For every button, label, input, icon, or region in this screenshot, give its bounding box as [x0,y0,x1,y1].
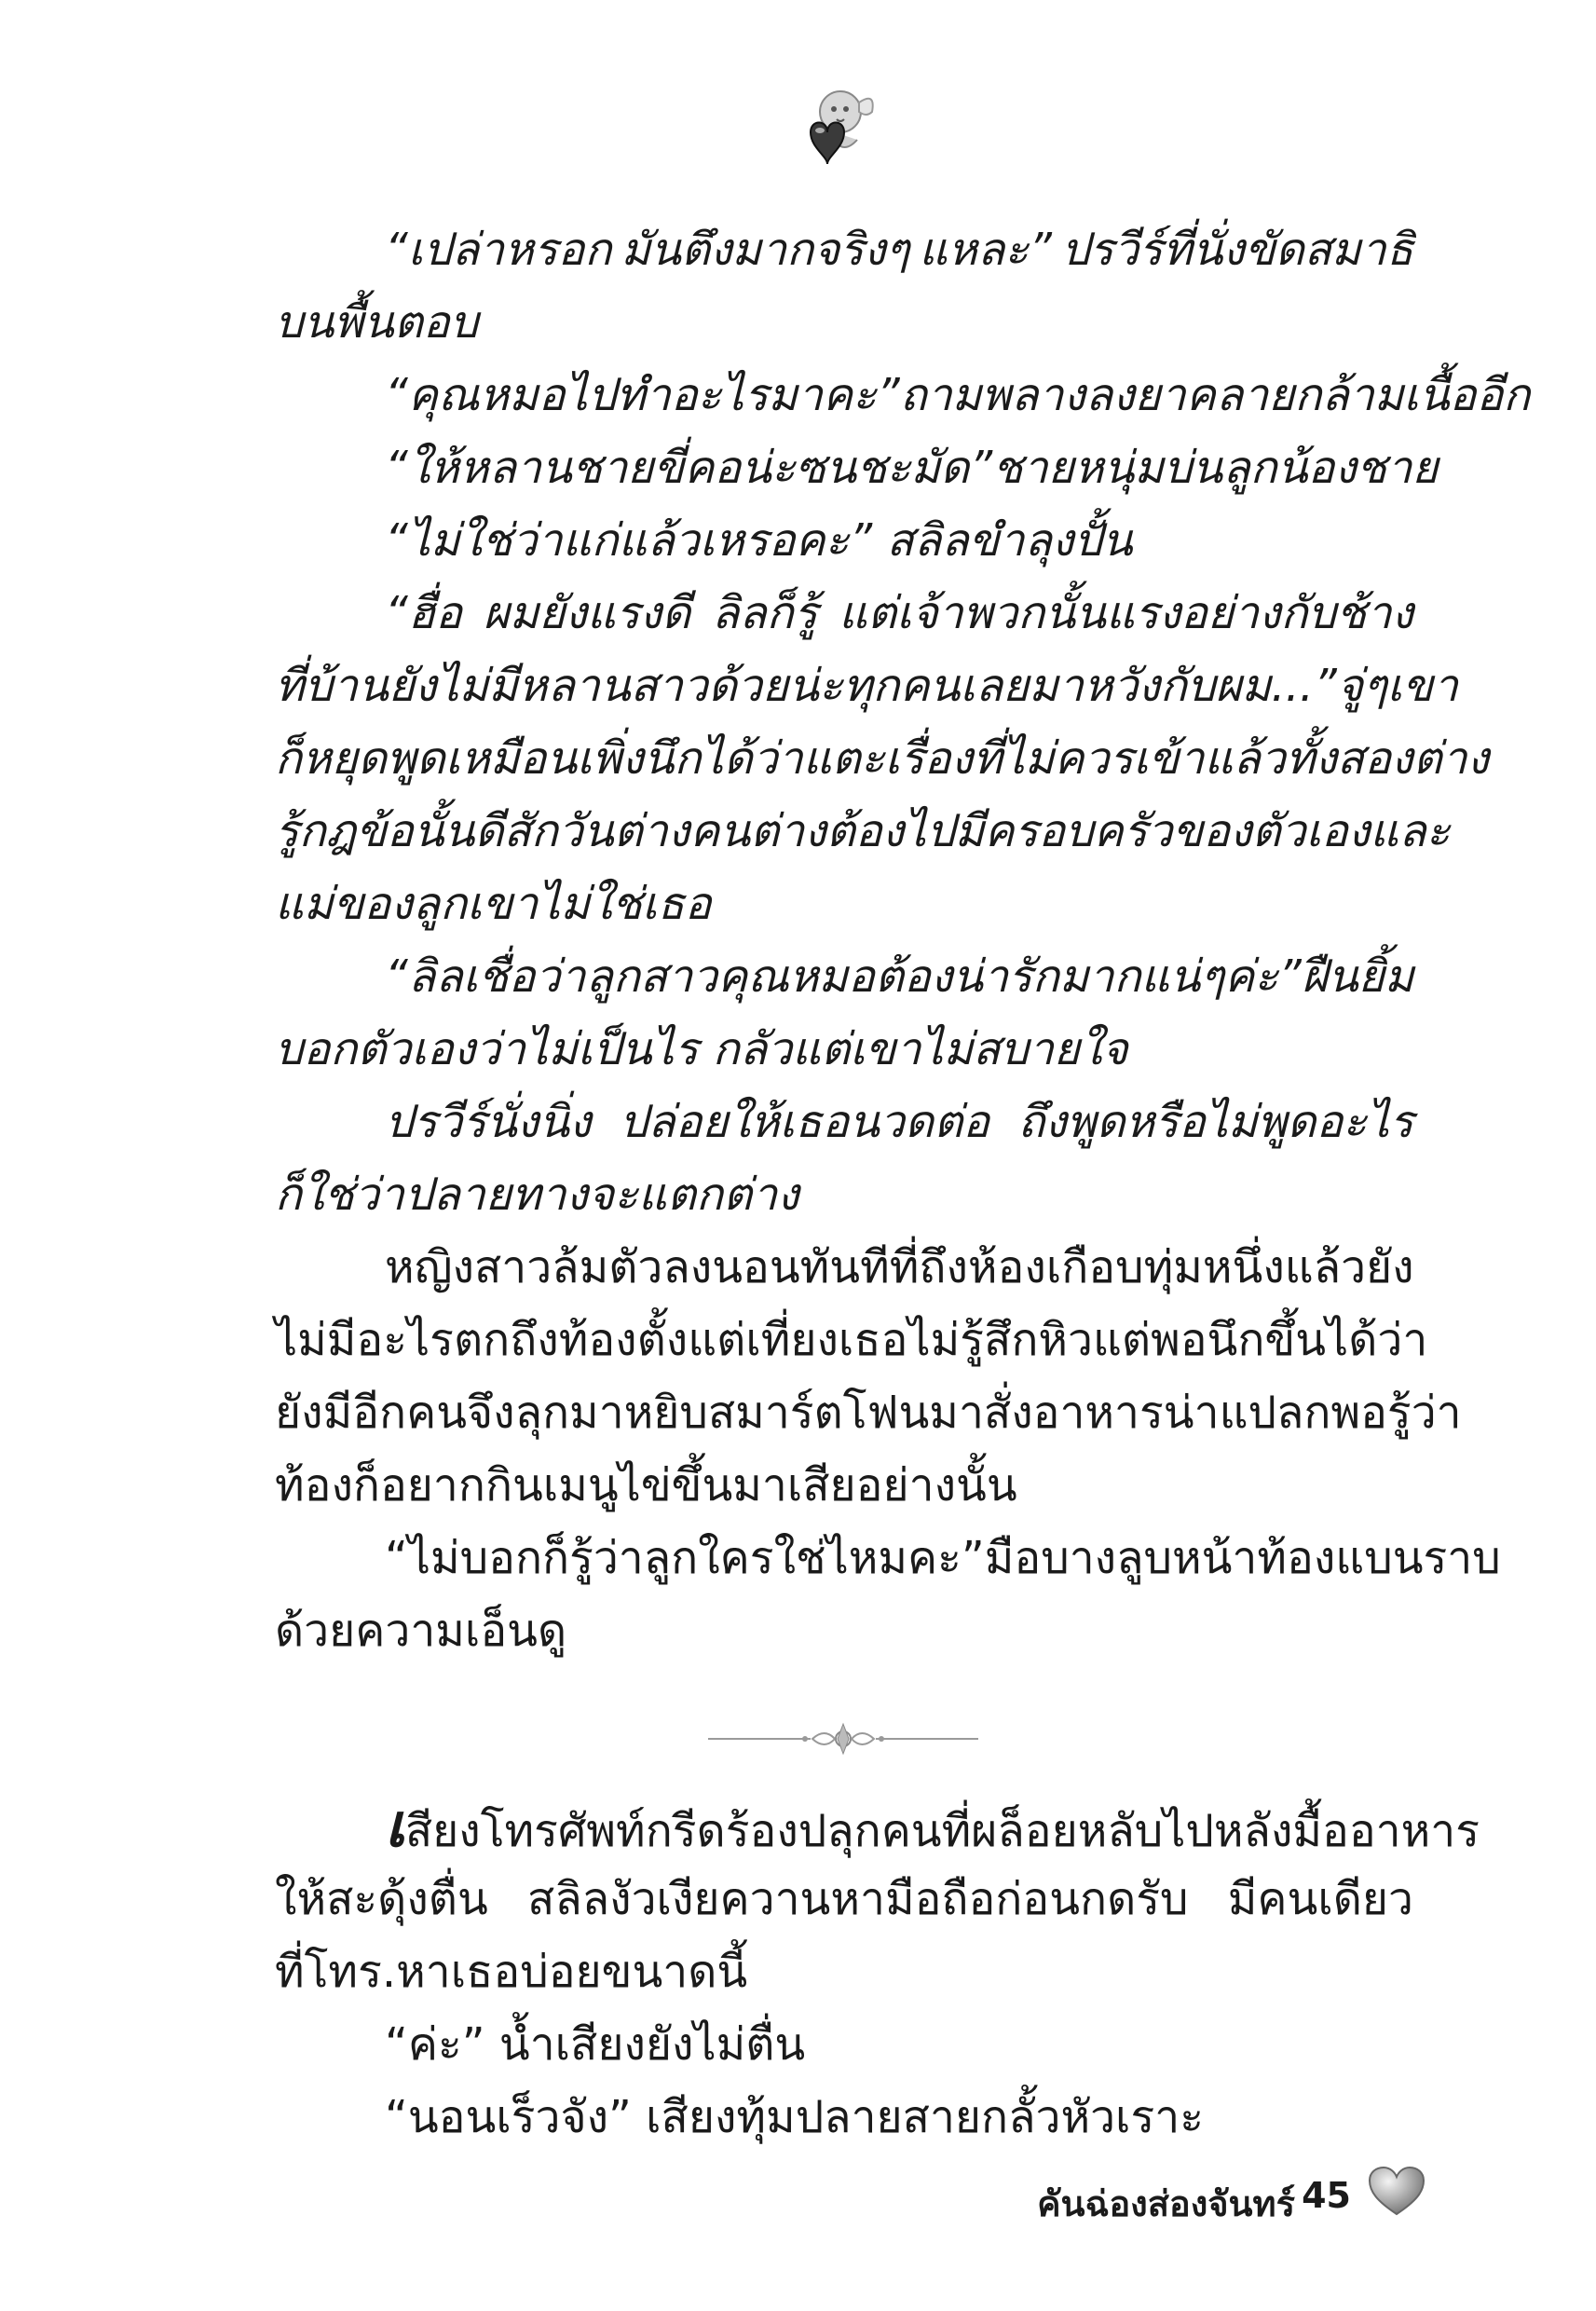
text-line: ให้สะดุ้งตื่น สลิลงัวเงียควานหามือถือก่อนกดรับ มีคนเดียว [275,1873,1413,1925]
text-line: รู้กฎข้อนั้นดี สักวันต่างคนต่างต้องไปมีครอบครัวของตัวเอง และ [275,805,1451,857]
text-line: บอกตัวเองว่าไม่เป็นไร กลัวแต่เขาไม่สบายใจ [275,1023,1128,1075]
text-line: แม่ของลูกเขาไม่ใช่เธอ [275,878,712,930]
drop-cap: เ [385,1792,405,1861]
text-line: “ไม่ใช่ว่าแก่แล้วเหรอคะ” สลิลขำลุงปั้น [385,514,1133,567]
text-line: “คุณหมอไปทำอะไรมาคะ” ถามพลางลงยาคลายกล้ามเนื้ออีก [385,369,1531,421]
text-line: “ลิลเชื่อว่าลูกสาวคุณหมอต้องน่ารักมากแน่ๆ ค่ะ” ฝืนยิ้ม [385,950,1414,1003]
text-line: บนพื้นตอบ [275,296,479,349]
text-line: “ให้หลานชายขี่คอน่ะ ซนชะมัด” ชายหนุ่มบ่นลูกน้องชาย [385,442,1439,494]
text-line: ด้วยความเอ็นดู [275,1605,567,1657]
text-line: ท้องก็อยากกินเมนูไข่ขึ้นมาเสียอย่างนั้น [275,1459,1017,1511]
book-title: คันฉ่องส่องจันทร์ [1037,2183,1295,2224]
page-footer [988,2162,1425,2236]
text-line: ก็ใช่ว่าปลายทางจะแตกต่าง [275,1169,799,1221]
text-line: ปรวีร์นั่งนิ่ง ปล่อยให้เธอนวดต่อ ถึงพูดหรือไม่พูดอะไร [385,1096,1413,1148]
text-line: “นอนเร็วจัง” เสียงทุ้มปลายสายกลั้วหัวเราะ [385,2091,1204,2143]
page-number: 45 [1302,2175,1351,2216]
cupid-heart-ornament-icon [783,75,885,177]
text-line: ก็หยุดพูดเหมือนเพิ่งนึกได้ว่าแตะเรื่องที่ไม่ควรเข้าแล้ว ทั้งสองต่าง [275,732,1490,785]
text-line: เสียงโทรศัพท์กรีดร้องปลุกคนที่ผล็อยหลับไปหลังมื้ออาหาร [275,1789,1413,1864]
text-line: ที่โทร.หาเธอบ่อยขนาดนี้ [275,1946,748,1998]
text-line: “ไม่บอกก็รู้ว่าลูกใคร ใช่ไหมคะ” มือบางลูบหน้าท้องแบนราบ [385,1532,1501,1584]
text-line: “เปล่าหรอก มันตึงมากจริงๆ แหละ” ปรวีร์ที่นั่งขัดสมาธิ [385,224,1413,276]
text-line: ที่บ้านยังไม่มีหลานสาวด้วยน่ะ ทุกคนเลยมาหวังกับผม...” จู่ๆ เขา [275,660,1458,712]
text-line: “ค่ะ” น้ำเสียงยังไม่ตื่น [385,2018,806,2071]
text-line: ไม่มีอะไรตกถึงท้องตั้งแต่เที่ยง เธอไม่รู้สึกหิว แต่พอนึกขึ้นได้ว่า [275,1314,1428,1366]
text-line: หญิงสาวล้มตัวลงนอนทันทีที่ถึงห้อง เกือบทุ่มหนึ่งแล้วยัง [385,1241,1414,1293]
text-line: ยังมีอีกคนจึงลุกมาหยิบสมาร์ตโฟนมาสั่งอาหาร น่าแปลก พอรู้ว่า [275,1387,1462,1439]
text-line: “ฮื่อ ผมยังแรงดี ลิลก็รู้ แต่เจ้าพวกนั้นแรงอย่างกับช้าง [385,587,1413,639]
ornamental-divider-icon [708,1722,978,1756]
heart-icon [1368,2166,1425,2218]
